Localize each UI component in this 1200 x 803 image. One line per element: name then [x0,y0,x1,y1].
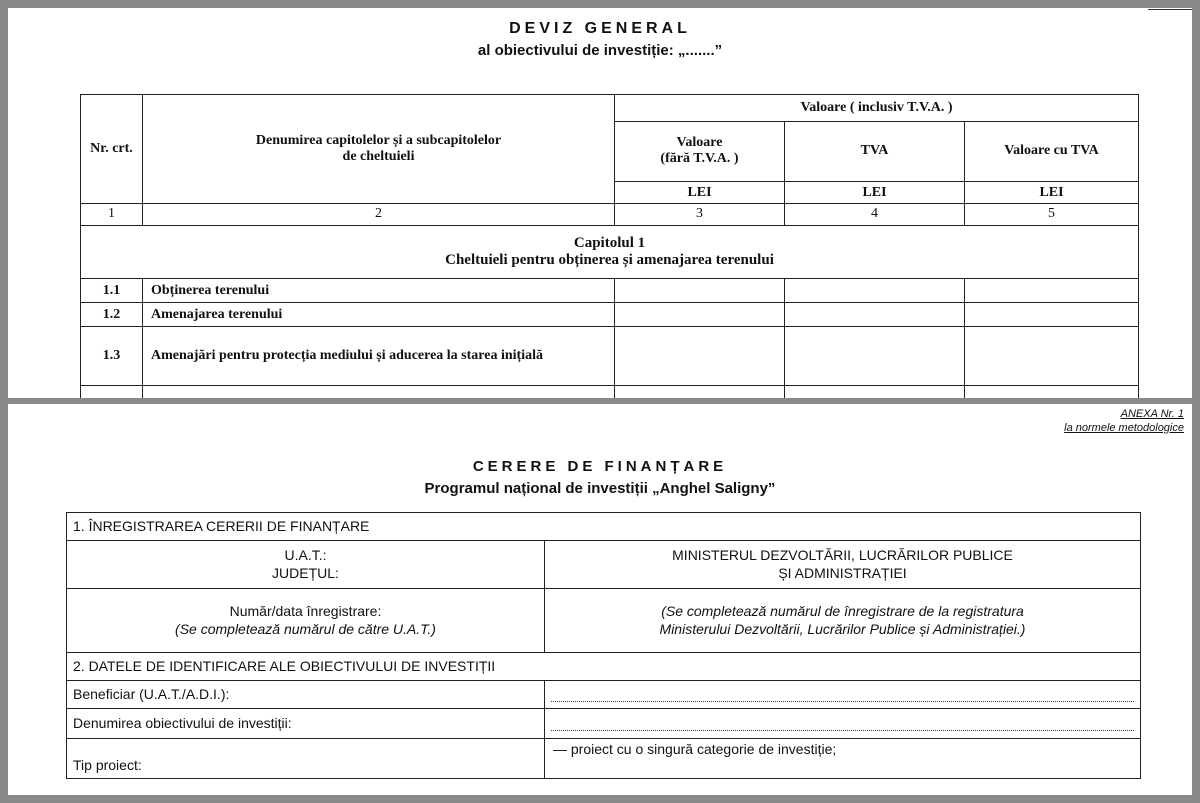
row-value-cell [615,327,785,385]
table-row [81,278,1139,302]
row-tva-cell [785,303,965,327]
col-number-3: 3 [615,203,785,225]
col-number-4: 4 [785,203,965,225]
beneficiar-field[interactable] [545,681,1141,709]
row-total-cell [965,385,1139,398]
anexa-line2: la normele metodologice [1064,421,1184,434]
row-label: Amenajări pentru protecția mediului și aducerea la starea inițială [143,327,615,385]
dotted-line [551,688,1134,702]
table-row [81,303,1139,327]
header-nr [81,95,143,204]
uat-cell [67,541,545,589]
row-total-cell [965,278,1139,302]
table-row [81,385,1139,398]
denumire-obiectiv-label: Denumirea obiectivului de investiții: [67,709,545,739]
tip-proiect-label: Tip proiect: [67,739,545,779]
table-row [81,327,1139,385]
unit-lei-3: LEI [615,182,785,204]
nr-data-cell [67,589,545,653]
cerere-title: CERERE DE FINANȚARE [472,458,728,475]
row-value-cell [615,385,785,398]
col-number-5: 5 [965,203,1139,225]
row-nr: 1.1 [81,278,143,302]
uat-label: U.A.T.: [284,547,327,563]
anexa-note [1064,408,1184,436]
unit-lei-5: LEI [965,182,1139,204]
registratura-cell [545,589,1141,653]
header-denumire-line2: de cheltuieli [342,148,415,164]
row-nr: 1.2 [81,303,143,327]
row-total-cell [965,327,1139,385]
corner-mark [1148,9,1192,10]
section-1-heading: 1. ÎNREGISTRAREA CERERII DE FINANȚARE [67,513,1141,541]
header-nr-text: Nr. crt. [90,140,133,156]
row-total-cell [965,303,1139,327]
row-label: Obținerea terenului [143,278,615,302]
col-number-2: 2 [143,203,615,225]
deviz-title: DEVIZ GENERAL [509,20,691,37]
dotted-line [551,717,1134,731]
row-value-cell [615,278,785,302]
row-tva-cell [785,385,965,398]
anexa-line1: ANEXA Nr. 1 [1120,408,1184,420]
row-tva-cell [785,278,965,302]
row-label: Amenajarea terenului [143,303,615,327]
unit-lei-4: LEI [785,182,965,204]
ministry-cell [545,541,1141,589]
row-tva-cell [785,327,965,385]
registratura-note-line1: (Se completează numărul de înregistrare de la registratura [661,603,1024,619]
row-label [143,385,615,398]
tip-option-1[interactable]: — proiect cu o singură categorie de investiție; [545,739,1141,779]
cerere-finantare-page [8,404,1192,795]
nr-data-label: Număr/data înregistrare: [229,603,382,619]
registratura-note-line2: Ministerului Dezvoltării, Lucrărilor Publice și Administrației.) [659,620,1026,637]
header-fara-tva-line1: Valoare [676,135,723,151]
ministry-line1: MINISTERUL DEZVOLTĂRII, LUCRĂRILOR PUBLICE [672,547,1013,563]
header-valoare-group: Valoare ( inclusiv T.V.A. ) [615,95,1139,122]
row-nr [81,385,143,398]
header-denumire [143,95,615,204]
col-number-1: 1 [81,203,143,225]
cerere-table [66,512,1141,779]
deviz-table [80,94,1139,398]
denumire-obiectiv-field[interactable] [545,709,1141,739]
header-denumire-line1: Denumirea capitolelor și a subcapitolelor [255,132,502,148]
chapter-label: Capitolul 1 [573,234,646,251]
cerere-subtitle: Programul național de investiții „Anghel Saligny” [424,480,776,497]
row-value-cell [615,303,785,327]
nr-data-note: (Se completează numărul de către U.A.T.) [175,620,436,637]
judet-label: JUDEȚUL: [272,564,339,581]
chapter-title: Cheltuieli pentru obținerea și amenajarea terenului [445,251,774,268]
chapter-heading [81,225,1139,278]
header-tva: TVA [785,121,965,182]
header-fara-tva-line2: (fără T.V.A. ) [660,151,739,167]
beneficiar-label: Beneficiar (U.A.T./A.D.I.): [67,681,545,709]
ministry-line2: ȘI ADMINISTRAȚIEI [778,564,907,581]
deviz-general-page [8,8,1192,398]
header-cu-tva: Valoare cu TVA [965,121,1139,182]
header-fara-tva [615,121,785,182]
row-nr: 1.3 [81,327,143,385]
section-2-heading: 2. DATELE DE IDENTIFICARE ALE OBIECTIVULUI DE INVESTIȚII [67,653,1141,681]
deviz-subtitle: al obiectivului de investiție: „.......” [477,42,723,59]
